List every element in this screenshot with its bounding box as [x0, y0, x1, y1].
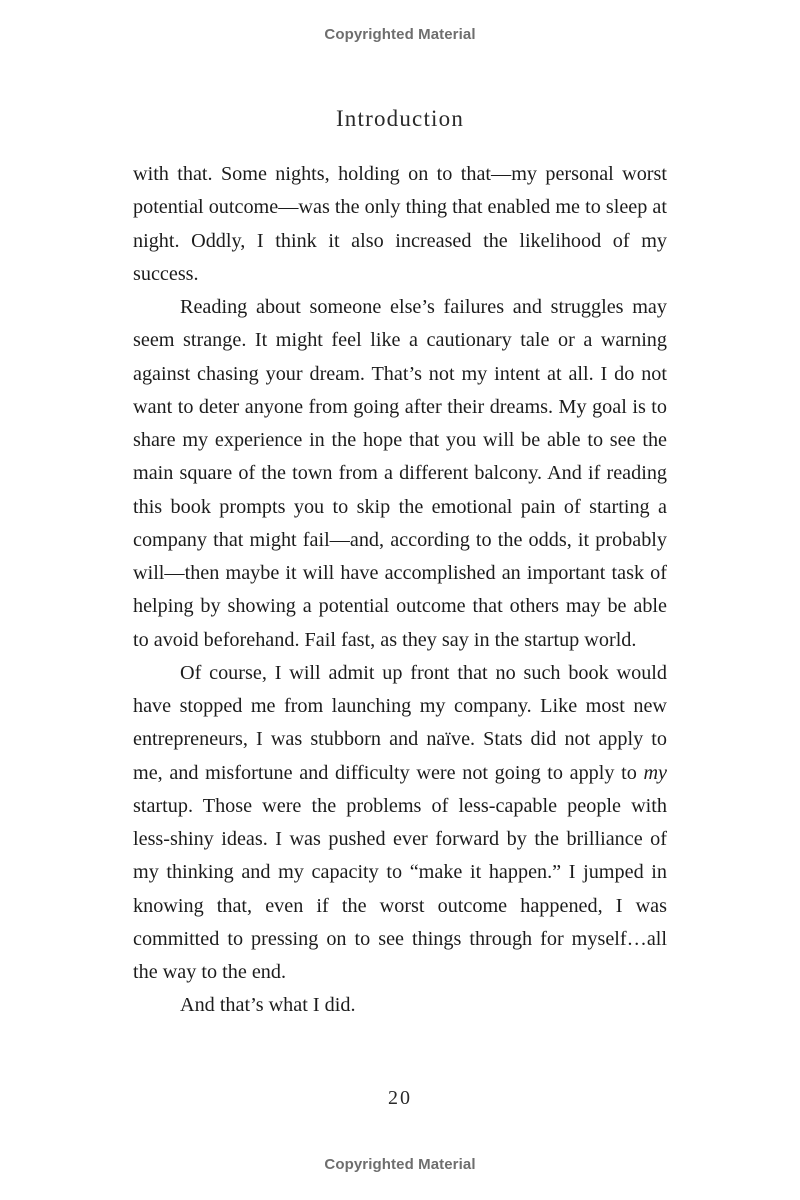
- paragraph-3-part-2: startup. Those were the problems of less-capable people with less-shiny ideas. I was pushed ever forward by the brilliance of my thinking and my capacity to “make it happen.” I jumped in knowing that, even if the worst outcome happened, I was committed to pressing on to see things through for myself…all the way to the end.: [133, 794, 667, 983]
- paragraph-3: [133, 657, 667, 990]
- paragraph-3-part-1: Of course, I will admit up front that no such book would have stopped me from launching my company. Like most new entrepreneurs, I was stubborn and naïve. Stats did not apply to me, and misfortune and difficulty were not going to apply to: [133, 661, 667, 784]
- paragraph-1: with that. Some nights, holding on to that—my personal worst potential outcome—was the only thing that enabled me to sleep at night. Oddly, I think it also increased the likelihood of my success.: [133, 163, 667, 285]
- paragraph-4: And that’s what I did.: [180, 994, 356, 1017]
- paragraph-2: Reading about someone else’s failures and struggles may seem strange. It might feel like a cautionary tale or a warning against chasing your dream. That’s not my intent at all. I do not want to deter anyone from going after their dreams. My goal is to share my experience in the hope that you will be able to see the main square of the town from a different balcony. And if reading this book prompts you to skip the emotional pain of starting a company that might fail—and, according to the odds, it probably will—then maybe it will have accomplished an important task of helping by showing a potential outcome that others may be able to avoid beforehand. Fail fast, as they say in the startup world.: [133, 296, 667, 651]
- copyright-watermark-bottom: Copyrighted Material: [324, 1156, 476, 1173]
- paragraph-3-emphasis: my: [643, 761, 667, 784]
- page-body: [133, 158, 667, 1023]
- running-head: Introduction: [335, 106, 465, 131]
- page-number: 20: [388, 1087, 412, 1109]
- copyright-watermark-top: Copyrighted Material: [324, 26, 476, 43]
